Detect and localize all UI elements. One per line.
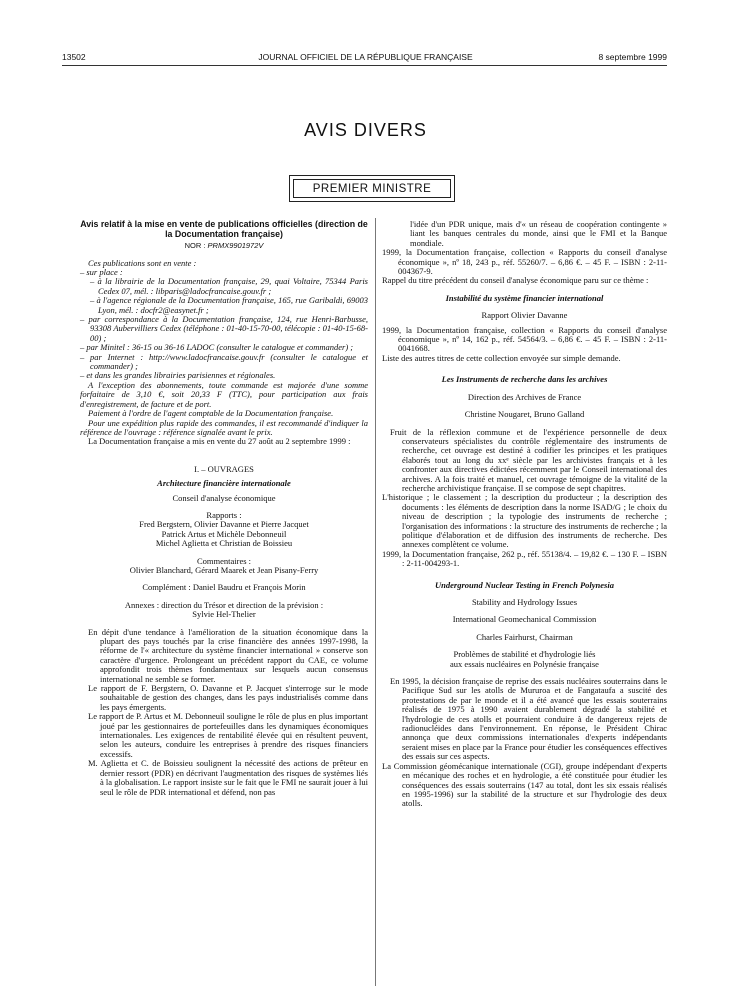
intro-line: Paiement à l'ordre de l'agent comptable de la Documentation française. [88, 408, 334, 419]
nor-label: NOR : [184, 241, 206, 251]
book-title: Les Instruments de recherche dans les archives [441, 374, 608, 385]
right-column [382, 220, 667, 809]
column-divider [375, 218, 376, 986]
issue-date: 8 septembre 1999 [598, 52, 667, 62]
reference: 1999, la Documentation française, collection « Rapports du conseil d'analyse économique », nº 18, 243 p., réf. 55260/7. – 6,86 €. – 45 F. – ISBN : 2-11-004367-9. [382, 247, 667, 277]
rapporteur: Michel Aglietta et Christian de Boissieu [155, 538, 293, 549]
book-chairman: Charles Fairhurst, Chairman [476, 631, 573, 642]
book-author: Rapport Olivier Davanne [481, 310, 568, 321]
summary-paragraph: La Commission géomécanique internationale (CGI), groupe indépendant d'experts en mécanique des roches et en hydrologie, a été constituée pour étudier les conséquences des essais souterrains (147 au total, dont les six essais réalisés en 1995-1996) sur la stabilité de la structure et sur l'hydrologie des deux atolls. [382, 760, 667, 809]
rappel: Rappel du titre précédent du conseil d'analyse économique paru sur ce thème : [382, 275, 649, 286]
book-subtitle: Conseil d'analyse économique [172, 492, 276, 503]
notice-title: Avis relatif à la mise en vente de publications officielles (direction de la Documentation française) [80, 219, 368, 239]
commentaires-label: Commentaires : [196, 555, 252, 566]
nor-code: PRMX9901972V [207, 241, 264, 251]
book-title: Architecture financière internationale [157, 478, 291, 489]
rapporteur: Patrick Artus et Michèle Debonneuil [161, 528, 287, 539]
french-title-line: Problèmes de stabilité et d'hydrologie liés [453, 649, 596, 660]
intro-line: Ces publications sont en vente : [88, 257, 197, 268]
summary-paragraph: Fruit de la réflexion commune et de l'expérience personnelle de deux conservateurs spécialistes du contrôle réglementaire des instruments de recherche, cet ouvrage est destiné à codifier les principes et les pratiques élaborés tout au long du xxᵉ siècle par les archivistes français et à les confronter aux directives édictées récemment par le Conseil international des archives. A la fois traité et manuel, cet ouvrage témoigne de la vitalité de la recherche archivistique française. Il se compose de sept chapitres. [390, 426, 667, 493]
french-title-line: aux essais nucléaires en Polynésie française [450, 658, 599, 669]
sale-date: La Documentation française a mis en vente du 27 août au 2 septembre 1999 : [88, 436, 351, 447]
reference: 1999, la Documentation française, collection « Rapports du conseil d'analyse économique », nº 14, 162 p., réf. 54564/3. – 6,86 €. – 45 F. – ISBN : 2-11-0041668. [382, 324, 667, 354]
header-rule [62, 65, 667, 66]
book-organisation: Direction des Archives de France [467, 391, 582, 402]
section-box [289, 175, 455, 202]
page-title: AVIS DIVERS [304, 120, 427, 140]
intro-line: – par Minitel : 36-15 ou 36-16 LADOC (consulter le catalogue et commander) ; [80, 342, 354, 353]
book-subtitle: Stability and Hydrology Issues [471, 597, 578, 607]
summary-paragraph: En dépit d'une tendance à l'amélioration de la situation économique dans la plupart des pays touchés par la crise financière des années 1997-1998, la réforme de l'« architecture du système financier international » conserve son caractère d'urgence. Prolongeant un précédent rapport du CAE, ce volume approfondit trois thèmes fondamentaux sur lesquels aucun consensus international ne semble se former. [88, 626, 368, 684]
summary-paragraph: L'historique ; le classement ; la description du producteur ; la description des documents : les éléments de description dans la norme ISAD/G ; le choix du niveau de description ; la typologie des instruments de recherche ; l'organisation des informations : la structure des instruments de recherche ; la politique d'élaboration et de diffusion des instruments de recherche. Des annexes complètent ce volume. [382, 492, 667, 550]
journal-name: JOURNAL OFFICIEL DE LA RÉPUBLIQUE FRANÇAISE [258, 52, 473, 62]
intro-line: – par correspondance à la Documentation française, 124, rue Henri-Barbusse, 93308 Aubervilliers Cedex (téléphone : 01-40-15-70-00, télécopie : 01-40-15-68-00) ; [80, 314, 368, 343]
summary-paragraph: En 1995, la décision française de reprise des essais nucléaires souterrains dans le Pacifique Sud sur les atolls de Mururoa et de Fangataufa a suscité des protestations de par le monde et il a été avancé que les essais souterrains réalisés de 1975 à 1990 avaient durablement dégradé la stabilité et l'hydrologie de ces atolls et pourraient conduire à de dangereux rejets de radionucléides dans l'environnement. En réponse, le Président Chirac annonça que deux commissions internationales d'experts indépendants seraient mises en place par la France pour étudier les conséquences effectives des essais sur ces aspects. [390, 676, 667, 762]
commentateurs: Olivier Blanchard, Gérard Maarek et Jean Pisany-Ferry [129, 564, 319, 575]
rapporteur: Fred Bergstern, Olivier Davanne et Pierre Jacquet [139, 519, 309, 530]
complement: Complément : Daniel Baudru et François Morin [142, 582, 306, 593]
book-title: Underground Nuclear Testing in French Polynesia [435, 579, 614, 590]
section-box-label: PREMIER MINISTRE [293, 179, 451, 198]
intro-line: – sur place : [80, 267, 123, 277]
book-organisation: International Geomechanical Commission [452, 614, 597, 625]
book-title: Instabilité du système financier international [445, 292, 604, 303]
sales-info [80, 259, 368, 438]
intro-line: A l'exception des abonnements, toute commande est majorée d'une somme forfaitaire de 3,10 €, soit 20,33 F (TTC), pour participation aux frais d'enregistrement, de facture et de port. [80, 379, 368, 409]
summary-paragraph: Le rapport de P. Artus et M. Debonneuil souligne le rôle de plus en plus important joué par les gestionnaires de portefeuilles dans les dynamiques économiques internationales. Les exigences de rentabilité élevée qui en résultent peuvent, selon les auteurs, conduire les entreprises à prendre des risques financiers excessifs. [88, 711, 368, 759]
intro-line: – par Internet : http://www.ladocfrancaise.gouv.fr (consulter le catalogue et commander) ; [80, 351, 368, 372]
reference: 1999, la Documentation française, 262 p., réf. 55138/4. – 19,82 €. – 130 F. – ISBN : 2-11-004293-1. [382, 548, 667, 569]
book-authors: Christine Nougaret, Bruno Galland [464, 409, 585, 420]
intro-line: Pour une expédition plus rapide des commandes, il est recommandé d'indiquer la référence de l'ouvrage : référence signalée avant le prix. [80, 417, 368, 437]
continued-text: l'idée d'un PDR unique, mais d'« un réseau de coopération contingente » liant les banques centrales du monde, ainsi que le FMI et la Banque mondiale. [410, 219, 667, 248]
summary-paragraph: Le rapport de F. Bergstern, O. Davanne et P. Jacquet s'interroge sur le mode souhaitable de gestion des changes, dans les pays industrialisés comme dans les pays émergents. [88, 683, 368, 712]
intro-line: – et dans les grandes librairies parisiennes et régionales. [80, 370, 276, 381]
nor-line [80, 241, 368, 250]
section-heading: I. – OUVRAGES [194, 463, 254, 474]
intro-line: – à l'agence régionale de la Documentation française, 165, rue Garibaldi, 69003 Lyon, mél. : docfr2@easynet.fr ; [90, 295, 368, 315]
annexes: Annexes : direction du Trésor et direction de la prévision : [124, 599, 324, 610]
annexes-author: Sylvie Hel-Thelier [192, 609, 256, 620]
rapports-label: Rapports : [206, 509, 242, 520]
summary-paragraph: M. Aglietta et C. de Boissieu soulignent la nécessité des actions de prêteur en dernier ressort (PDR) en décrivant l'augmentation des risques de systèmes liés à la globalisation. Le rapport insiste sur le fait que le FMI ne saurait jouer à lui seul le rôle de PDR international et défend, non pas [88, 758, 368, 797]
liste-titres: Liste des autres titres de cette collection envoyée sur simple demande. [382, 352, 621, 363]
left-column [80, 220, 368, 797]
page-number: 13502 [62, 52, 86, 62]
intro-line: – à la librairie de la Documentation française, 29, quai Voltaire, 75344 Paris Cedex 07, mél. : libparis@ladocfrancaise.gouv.fr ; [90, 276, 368, 296]
